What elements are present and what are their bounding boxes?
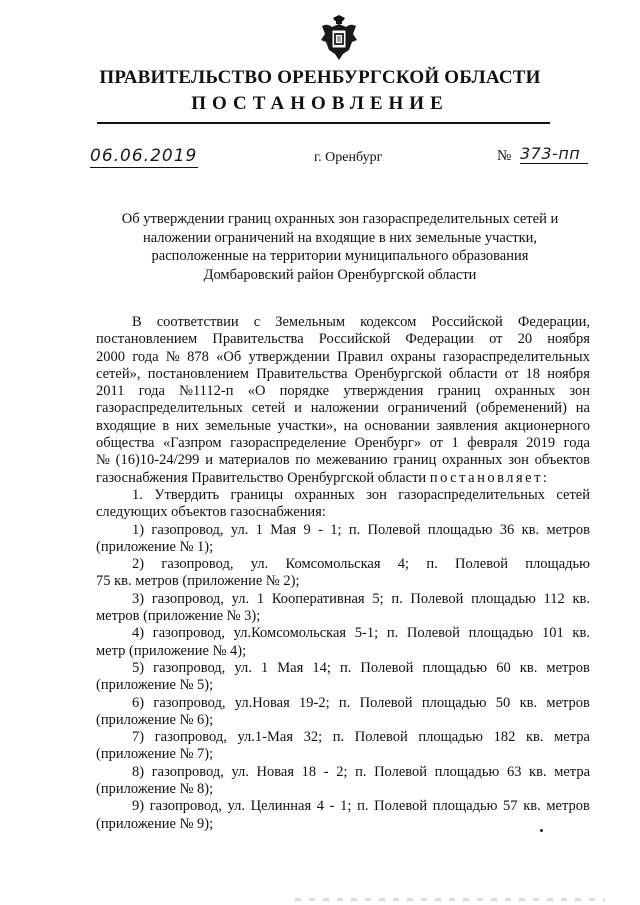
word: площадью (525, 556, 590, 573)
word: и (294, 400, 302, 417)
word: кв. (519, 694, 538, 711)
word: 20 (517, 331, 533, 348)
word: охранных (494, 383, 556, 400)
word: 2; (336, 763, 348, 780)
word: метров (546, 798, 590, 815)
decree-city: г. Оренбург (314, 150, 383, 165)
word: 5-1; (354, 625, 379, 642)
word: п. (391, 590, 403, 607)
word: - (318, 521, 323, 538)
word: на (575, 400, 590, 417)
list-item-line (96, 798, 590, 815)
word: газораспределительных (443, 348, 590, 365)
word: 1 (451, 435, 459, 452)
word: сетей», (96, 365, 141, 382)
word: кв. (529, 763, 547, 780)
word: Оренбург» (354, 435, 422, 452)
point-line: следующих объектов газоснабжения: (96, 504, 326, 521)
word: от (504, 365, 519, 382)
word: газопровод, (161, 556, 234, 573)
word: 5) (132, 659, 145, 676)
document-body (96, 314, 590, 833)
word: земельные (205, 417, 271, 434)
word: 19-2; (299, 694, 330, 711)
word: 60 (496, 659, 511, 676)
word: наложении (310, 400, 379, 417)
list-item-line: метр (приложение № 4); (96, 642, 247, 659)
word: кв. (572, 625, 590, 642)
word: площадью (427, 521, 493, 538)
word: 9 (303, 521, 311, 538)
word: 9) (132, 798, 145, 815)
word: с (253, 314, 261, 330)
word: года (138, 383, 165, 400)
word: акционерного (504, 417, 590, 434)
list-item-line (96, 625, 590, 642)
word: 8) (132, 763, 145, 780)
word: площадью (422, 659, 488, 676)
decree-date: 06.06.2019 (90, 146, 198, 166)
word: постановлением (147, 365, 249, 382)
decree-number: 373-пп (520, 144, 588, 164)
decree-number-label: № (497, 148, 512, 164)
word: кв. (525, 729, 544, 746)
body-line-final (96, 470, 590, 487)
list-item-line: метров (приложение № 3); (96, 608, 261, 625)
word: п. (386, 625, 399, 642)
word: газопровод, (153, 659, 226, 676)
word: Утвердить (154, 486, 220, 503)
word: 50 (495, 694, 511, 711)
document-type-title: ПОСТАНОВЛЕНИЕ (191, 93, 449, 114)
word: зон (569, 383, 590, 400)
word: от (429, 435, 444, 452)
word: кв. (572, 590, 590, 607)
word: в (162, 417, 170, 434)
word: 1. (132, 486, 143, 503)
body-line (96, 452, 590, 469)
word: ул.Новая (234, 694, 290, 711)
word: Правительства (256, 365, 348, 382)
word: газопровод, (153, 694, 226, 711)
word: Полевой (406, 625, 460, 642)
decree-word: постановляет: (429, 469, 550, 486)
document-heading (110, 210, 570, 284)
word: п. (332, 729, 345, 746)
government-title: ПРАВИТЕЛЬСТВО ОРЕНБУРГСКОЙ ОБЛАСТИ (99, 67, 541, 88)
word: Полевой (374, 763, 428, 780)
word: заявления (436, 417, 498, 434)
word: Мая (277, 659, 304, 676)
word: области (449, 365, 498, 382)
word: ул. (230, 521, 249, 538)
heading-line: расположенные на территории муниципального образования (151, 248, 529, 264)
word: Новая (256, 763, 295, 780)
oblast-coat-of-arms-icon (319, 14, 359, 62)
list-item-line: (приложение № 8); (96, 781, 214, 798)
word: Комсомольская (285, 556, 381, 573)
word: границ (393, 452, 437, 469)
heading-line: Об утверждении границ охранных зон газораспределительных сетей и (121, 211, 559, 227)
word: площадью (434, 763, 500, 780)
word: сетей (556, 486, 590, 503)
word: на (343, 417, 358, 434)
word: 182 (493, 729, 516, 746)
word: межеванию (316, 452, 388, 469)
word: (обременений) (475, 400, 567, 417)
word: «Об (216, 348, 242, 365)
word: охранных (294, 486, 355, 503)
word: газораспределение (230, 435, 347, 452)
word: п. (355, 763, 367, 780)
body-line (96, 383, 590, 400)
word: № (96, 452, 110, 469)
word: Полевой (455, 556, 508, 573)
word: ул. (234, 659, 252, 676)
heading-line: наложении ограничений на входящие в них земельные участки, (142, 229, 538, 246)
word: утверждении (248, 348, 330, 365)
word: 4; (397, 556, 410, 573)
body-line (96, 349, 590, 366)
body-line-text: газоснабжения Правительство Оренбургской области (96, 469, 430, 486)
list-item-line (96, 556, 590, 573)
list-item-line (96, 522, 590, 539)
list-item-line (96, 695, 590, 712)
word: В (132, 314, 142, 330)
word: газопровод, (151, 521, 224, 538)
word: «Газпром (162, 435, 222, 452)
scan-artifact (295, 898, 605, 901)
word: 1) (132, 521, 145, 538)
word: кв. (519, 659, 538, 676)
word: материалов (218, 452, 290, 469)
word: ноября (547, 331, 590, 348)
word: года (563, 435, 590, 452)
word: соответствии (156, 314, 239, 330)
list-item-line: (приложение № 5); (96, 677, 214, 694)
word: площадью (418, 729, 483, 746)
word: метров (546, 659, 590, 676)
word: охранных (442, 452, 503, 469)
word: Полевой (359, 694, 413, 711)
list-item-line (96, 591, 590, 608)
word: 2000 (96, 348, 125, 365)
list-item-line: (приложение № 1); (96, 538, 214, 555)
body-line (96, 314, 590, 331)
word: 4) (132, 625, 145, 642)
word: Российской (431, 314, 503, 330)
body-line (96, 331, 590, 348)
word: газопровод, (149, 798, 222, 815)
list-item-line (96, 729, 590, 746)
word: 112 (543, 590, 565, 607)
word: 4 (316, 798, 325, 815)
word: 2019 (526, 435, 556, 452)
word: участки», (277, 417, 337, 434)
word: площадью (432, 798, 498, 815)
word: ул. (250, 556, 269, 573)
point-line (96, 487, 590, 504)
word: ул.Комсомольская (233, 625, 347, 642)
word: ул. (227, 798, 245, 815)
word: кв. (523, 798, 541, 815)
word: них (175, 417, 199, 434)
word: 14; (312, 659, 331, 676)
word: газопровод, (152, 625, 225, 642)
word: газопровод, (154, 729, 227, 746)
body-line (96, 435, 590, 452)
word: № (165, 348, 180, 365)
word: 32; (303, 729, 323, 746)
word: - (329, 798, 335, 815)
word: входящие (96, 417, 156, 434)
list-item-line: (приложение № 6); (96, 711, 214, 728)
word: 7) (132, 729, 145, 746)
word: по (295, 452, 311, 469)
word: метра (554, 763, 590, 780)
word: 57 (503, 798, 518, 815)
word: площадью (421, 694, 487, 711)
body-line (96, 418, 590, 435)
word: февраля (467, 435, 518, 452)
header-divider (97, 122, 550, 124)
word: площадью (471, 590, 536, 607)
word: газопровод, (151, 763, 224, 780)
word: п. (357, 798, 369, 815)
list-item-line: (приложение № 9); (96, 815, 214, 832)
word: Целинная (250, 798, 312, 815)
word: 5; (372, 590, 384, 607)
word: общества (96, 435, 155, 452)
word: Полевой (354, 729, 408, 746)
word: площадью (468, 625, 534, 642)
word: постановлением (96, 331, 198, 348)
word: (16)10-24/299 (115, 452, 200, 469)
word: п. (426, 556, 438, 573)
word: Федерации (405, 331, 474, 348)
list-item-line (96, 660, 590, 677)
word: ул. (231, 590, 250, 607)
list-item-line: 75 кв. метров (приложение № 2); (96, 573, 300, 590)
word: зон (366, 486, 387, 503)
word: Полевой (410, 590, 464, 607)
heading-line: Домбаровский район Оренбургской области (203, 266, 477, 283)
word: Правил (337, 348, 384, 365)
word: метров (546, 521, 590, 538)
word: границы (230, 486, 284, 503)
word: охраны (390, 348, 436, 365)
word: 6) (132, 694, 145, 711)
word: 36 (499, 521, 515, 538)
word: Полевой (360, 659, 414, 676)
word: Полевой (374, 798, 428, 815)
word: Федерации, (517, 314, 590, 330)
word: п. (348, 521, 361, 538)
word: Земельным (275, 314, 346, 330)
word: объектов (534, 452, 590, 469)
word: 101 (541, 625, 564, 642)
word: утверждения (343, 383, 424, 400)
word: Российской (318, 331, 391, 348)
word: п. (338, 694, 351, 711)
word: 1 (256, 590, 265, 607)
word: 18 (525, 365, 540, 382)
body-line (96, 400, 590, 417)
word: зон (508, 452, 529, 469)
word: газораспределительных (398, 486, 546, 503)
word: 1; (340, 798, 352, 815)
word: 2011 (96, 383, 125, 400)
word: 18 (301, 763, 317, 780)
word: 1 (255, 521, 263, 538)
word: 3) (132, 590, 145, 607)
body-line (96, 366, 590, 383)
word: «О (247, 383, 266, 400)
word: газопровод, (151, 590, 224, 607)
word: 1; (330, 521, 342, 538)
word: ограничений (387, 400, 467, 417)
word: основании (364, 417, 430, 434)
word: порядке (279, 383, 330, 400)
word: ноября (547, 365, 590, 382)
word: года (132, 348, 159, 365)
word: ул.1-Мая (237, 729, 293, 746)
word: ул. (231, 763, 249, 780)
word: 2) (132, 556, 145, 573)
word: и (205, 452, 213, 469)
word: от (489, 331, 503, 348)
word: метра (554, 729, 590, 746)
word: метров (546, 694, 590, 711)
word: Оренбургской (354, 365, 442, 382)
word: 878 (187, 348, 209, 365)
word: п. (339, 659, 352, 676)
stray-mark (540, 829, 543, 832)
word: Правительства (212, 331, 304, 348)
word: Мая (270, 521, 297, 538)
list-item-line: (приложение № 7); (96, 746, 214, 763)
word: 63 (506, 763, 522, 780)
word: кодексом (360, 314, 417, 330)
word: газораспределительных (96, 400, 243, 417)
word: границ (437, 383, 481, 400)
word: Полевой (367, 521, 421, 538)
word: кв. (521, 521, 540, 538)
word: сетей (251, 400, 286, 417)
word: 1 (260, 659, 269, 676)
word: №1112-п (179, 383, 234, 400)
list-item-line (96, 764, 590, 781)
word: Кооперативная (271, 590, 365, 607)
word: - (323, 763, 329, 780)
